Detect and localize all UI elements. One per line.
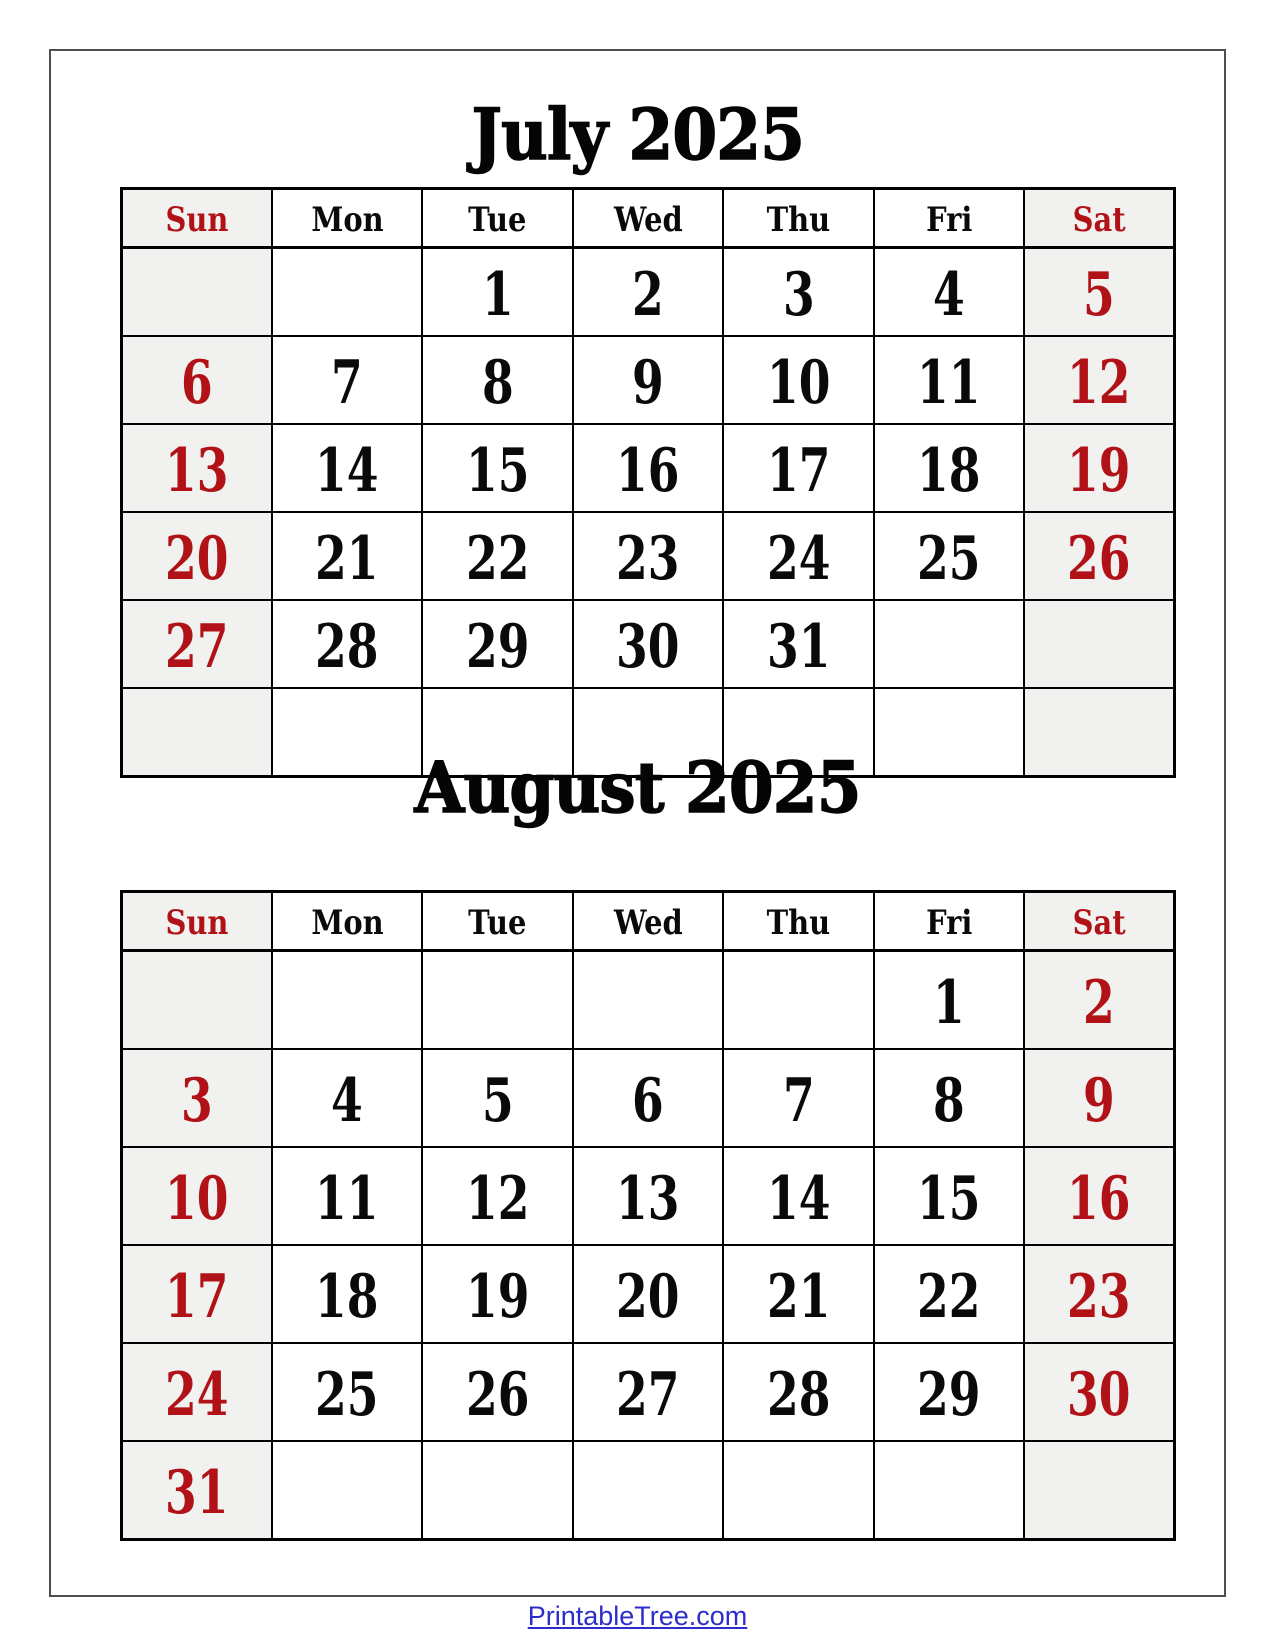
day-number: 13 <box>616 1164 680 1234</box>
day-number: 22 <box>465 524 530 594</box>
day-cell-28 <box>723 1343 873 1441</box>
week-row <box>122 600 1175 688</box>
footer <box>0 1601 1275 1632</box>
day-number: 31 <box>766 612 831 682</box>
day-cell-20 <box>122 512 272 600</box>
day-number: 18 <box>917 436 981 506</box>
day-cell-9 <box>573 336 723 424</box>
day-number: 4 <box>932 260 965 330</box>
day-cell-31 <box>723 600 873 688</box>
weekday-text: Mon <box>310 903 384 943</box>
day-cell-empty <box>422 951 572 1050</box>
day-number: 5 <box>1083 260 1115 330</box>
day-cell-23 <box>573 512 723 600</box>
day-number: 31 <box>165 1458 229 1528</box>
weekday-text: Sun <box>165 200 229 240</box>
day-cell-5 <box>422 1049 572 1147</box>
weekday-text: Fri <box>925 903 972 943</box>
weekday-text: Sun <box>165 903 229 943</box>
week-row <box>122 248 1175 337</box>
day-number: 20 <box>165 524 229 594</box>
week-row <box>122 1441 1175 1540</box>
day-cell-3 <box>122 1049 272 1147</box>
day-cell-empty <box>1024 1441 1174 1540</box>
day-cell-22 <box>874 1245 1024 1343</box>
day-number: 7 <box>331 348 363 418</box>
weekday-label-sun <box>122 892 272 951</box>
day-cell-27 <box>573 1343 723 1441</box>
weekday-label-thu <box>723 892 873 951</box>
day-cell-26 <box>422 1343 572 1441</box>
day-cell-5 <box>1024 248 1174 337</box>
weekday-label-tue <box>422 892 572 951</box>
day-cell-14 <box>723 1147 873 1245</box>
day-cell-24 <box>723 512 873 600</box>
month-title-august <box>0 746 1275 829</box>
calendar-grid-july <box>120 187 1176 778</box>
day-number: 2 <box>1083 968 1115 1038</box>
weekday-label-sat <box>1024 892 1174 951</box>
day-number: 9 <box>1083 1066 1115 1136</box>
day-number: 21 <box>315 524 379 594</box>
month-title-july-text: July 2025 <box>471 93 804 176</box>
day-cell-8 <box>874 1049 1024 1147</box>
day-number: 13 <box>165 436 229 506</box>
weekday-text: Thu <box>766 200 831 240</box>
day-cell-17 <box>122 1245 272 1343</box>
day-cell-10 <box>723 336 873 424</box>
day-cell-10 <box>122 1147 272 1245</box>
day-cell-empty <box>1024 600 1174 688</box>
day-cell-15 <box>422 424 572 512</box>
day-number: 1 <box>932 968 965 1038</box>
day-number: 28 <box>766 1360 831 1430</box>
day-number: 23 <box>616 524 680 594</box>
day-cell-25 <box>272 1343 422 1441</box>
week-row <box>122 1049 1175 1147</box>
day-cell-24 <box>122 1343 272 1441</box>
day-number: 6 <box>632 1066 664 1136</box>
day-number: 16 <box>616 436 680 506</box>
day-cell-empty <box>272 248 422 337</box>
footer-link[interactable]: PrintableTree.com <box>527 1601 748 1631</box>
week-row <box>122 1245 1175 1343</box>
day-number: 30 <box>616 612 680 682</box>
day-cell-30 <box>1024 1343 1174 1441</box>
day-cell-18 <box>874 424 1024 512</box>
day-cell-19 <box>422 1245 572 1343</box>
day-cell-6 <box>122 336 272 424</box>
calendar-grid-august <box>120 890 1176 1541</box>
weekday-text: Fri <box>925 200 972 240</box>
day-number: 15 <box>917 1164 981 1234</box>
day-number: 19 <box>1067 436 1131 506</box>
day-number: 10 <box>165 1164 229 1234</box>
day-cell-12 <box>1024 336 1174 424</box>
day-cell-16 <box>573 424 723 512</box>
day-cell-21 <box>272 512 422 600</box>
day-cell-empty <box>874 600 1024 688</box>
day-number: 17 <box>165 1262 229 1332</box>
weekday-header-july <box>122 189 1175 248</box>
weekday-label-sat <box>1024 189 1174 248</box>
day-cell-16 <box>1024 1147 1174 1245</box>
weekday-text: Wed <box>613 903 683 943</box>
weekday-label-sun <box>122 189 272 248</box>
calendar-body-july <box>122 248 1175 777</box>
day-number: 27 <box>165 612 229 682</box>
day-cell-empty <box>573 1441 723 1540</box>
day-number: 4 <box>331 1066 363 1136</box>
day-cell-13 <box>122 424 272 512</box>
day-number: 27 <box>616 1360 680 1430</box>
week-row <box>122 1343 1175 1441</box>
weekday-header-august <box>122 892 1175 951</box>
day-number: 24 <box>165 1360 229 1430</box>
day-cell-empty <box>573 951 723 1050</box>
day-cell-28 <box>272 600 422 688</box>
day-number: 2 <box>632 260 664 330</box>
weekday-label-mon <box>272 892 422 951</box>
weekday-text: Thu <box>766 903 831 943</box>
day-cell-13 <box>573 1147 723 1245</box>
weekday-text: Tue <box>468 200 527 240</box>
day-cell-empty <box>422 1441 572 1540</box>
day-number: 14 <box>315 436 379 506</box>
weekday-label-wed <box>573 189 723 248</box>
day-number: 8 <box>481 348 514 418</box>
week-row <box>122 1147 1175 1245</box>
day-number: 3 <box>782 260 815 330</box>
day-cell-31 <box>122 1441 272 1540</box>
day-cell-19 <box>1024 424 1174 512</box>
weekday-label-fri <box>874 189 1024 248</box>
day-cell-9 <box>1024 1049 1174 1147</box>
day-cell-22 <box>422 512 572 600</box>
weekday-text: Sat <box>1072 200 1126 240</box>
day-number: 14 <box>766 1164 831 1234</box>
day-cell-empty <box>723 951 873 1050</box>
day-cell-29 <box>874 1343 1024 1441</box>
day-cell-4 <box>272 1049 422 1147</box>
day-number: 25 <box>315 1360 379 1430</box>
day-number: 29 <box>465 612 530 682</box>
weekday-label-mon <box>272 189 422 248</box>
day-number: 24 <box>766 524 831 594</box>
day-number: 10 <box>766 348 831 418</box>
weekday-label-fri <box>874 892 1024 951</box>
day-cell-7 <box>272 336 422 424</box>
week-row <box>122 336 1175 424</box>
month-title-july <box>0 93 1275 176</box>
day-number: 28 <box>315 612 379 682</box>
day-cell-11 <box>272 1147 422 1245</box>
day-cell-empty <box>723 1441 873 1540</box>
weekday-text: Mon <box>310 200 384 240</box>
day-cell-2 <box>573 248 723 337</box>
day-cell-12 <box>422 1147 572 1245</box>
day-cell-3 <box>723 248 873 337</box>
week-row <box>122 951 1175 1050</box>
weekday-header-row <box>122 892 1175 951</box>
day-cell-empty <box>874 1441 1024 1540</box>
weekday-label-thu <box>723 189 873 248</box>
day-cell-20 <box>573 1245 723 1343</box>
day-cell-1 <box>874 951 1024 1050</box>
day-number: 26 <box>1067 524 1131 594</box>
day-number: 22 <box>917 1262 981 1332</box>
day-number: 1 <box>481 260 514 330</box>
weekday-header-row <box>122 189 1175 248</box>
day-cell-21 <box>723 1245 873 1343</box>
day-number: 12 <box>465 1164 530 1234</box>
day-number: 18 <box>315 1262 379 1332</box>
weekday-text: Tue <box>468 903 527 943</box>
day-cell-empty <box>272 1441 422 1540</box>
day-cell-7 <box>723 1049 873 1147</box>
weekday-label-wed <box>573 892 723 951</box>
day-cell-18 <box>272 1245 422 1343</box>
day-number: 15 <box>465 436 530 506</box>
day-number: 23 <box>1067 1262 1131 1332</box>
day-number: 19 <box>465 1262 530 1332</box>
weekday-text: Sat <box>1072 903 1126 943</box>
day-cell-6 <box>573 1049 723 1147</box>
day-number: 5 <box>481 1066 514 1136</box>
day-cell-1 <box>422 248 572 337</box>
day-number: 6 <box>181 348 213 418</box>
day-cell-15 <box>874 1147 1024 1245</box>
day-number: 7 <box>782 1066 815 1136</box>
day-number: 30 <box>1067 1360 1131 1430</box>
day-cell-empty <box>122 248 272 337</box>
day-cell-23 <box>1024 1245 1174 1343</box>
day-number: 26 <box>465 1360 530 1430</box>
day-cell-empty <box>272 951 422 1050</box>
day-number: 3 <box>181 1066 213 1136</box>
day-number: 11 <box>917 348 981 418</box>
day-cell-4 <box>874 248 1024 337</box>
day-cell-25 <box>874 512 1024 600</box>
day-cell-26 <box>1024 512 1174 600</box>
day-number: 17 <box>766 436 831 506</box>
calendar-body-august <box>122 951 1175 1540</box>
day-cell-30 <box>573 600 723 688</box>
weekday-text: Wed <box>613 200 683 240</box>
day-number: 25 <box>917 524 981 594</box>
day-cell-27 <box>122 600 272 688</box>
day-cell-14 <box>272 424 422 512</box>
day-cell-8 <box>422 336 572 424</box>
day-cell-2 <box>1024 951 1174 1050</box>
day-number: 16 <box>1067 1164 1131 1234</box>
day-number: 11 <box>315 1164 379 1234</box>
week-row <box>122 512 1175 600</box>
day-cell-29 <box>422 600 572 688</box>
weekday-label-tue <box>422 189 572 248</box>
day-number: 29 <box>917 1360 981 1430</box>
day-cell-17 <box>723 424 873 512</box>
day-number: 9 <box>632 348 664 418</box>
day-number: 12 <box>1067 348 1131 418</box>
day-number: 8 <box>932 1066 965 1136</box>
day-number: 20 <box>616 1262 680 1332</box>
week-row <box>122 424 1175 512</box>
month-title-august-text: August 2025 <box>414 746 861 829</box>
day-cell-11 <box>874 336 1024 424</box>
day-number: 21 <box>766 1262 831 1332</box>
day-cell-empty <box>122 951 272 1050</box>
